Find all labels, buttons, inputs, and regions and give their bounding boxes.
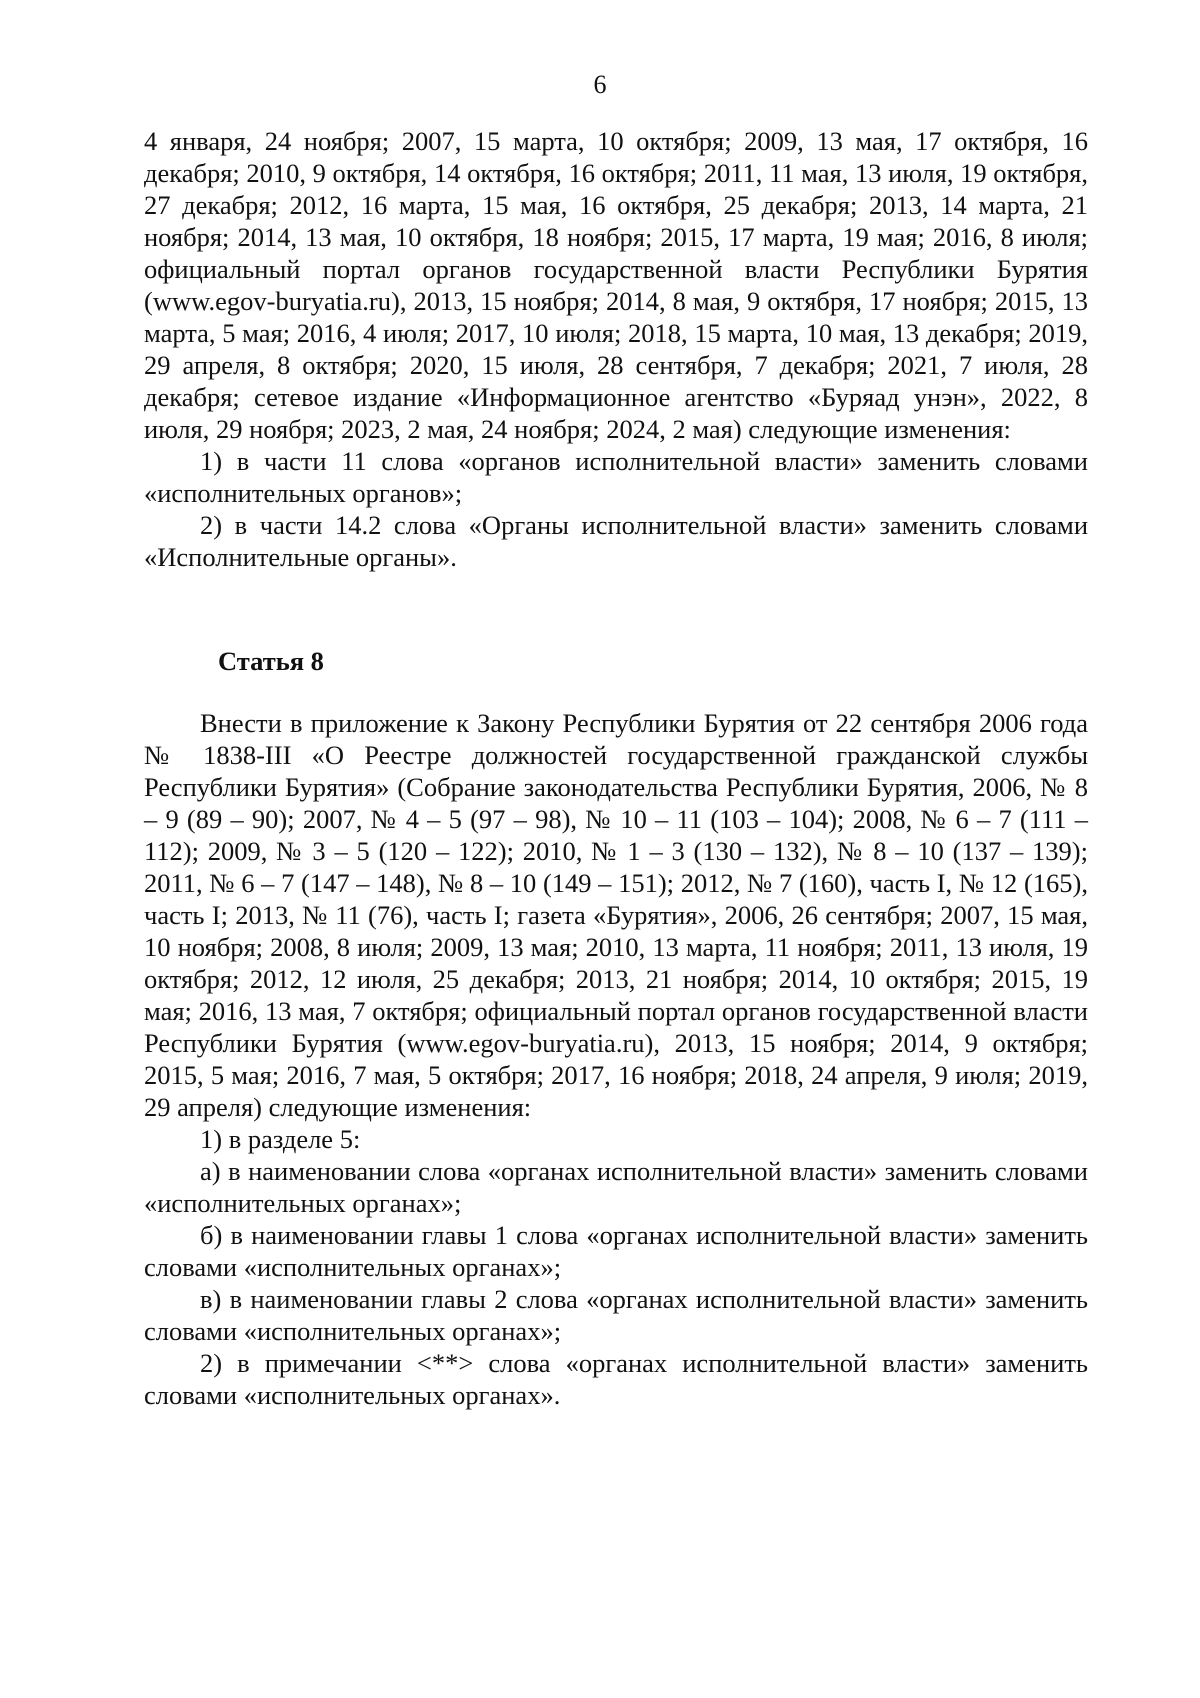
list-item: 1) в части 11 слова «органов исполнительной власти» заменить словами «исполнительных органов»; (144, 446, 1088, 508)
article-8-body (144, 707, 1088, 1411)
article-8-heading-block (144, 645, 1088, 677)
page-number: 6 (593, 70, 607, 99)
article-intro-paragraph: Внести в приложение к Закону Республики Бурятия от 22 сентября 2006 года № 1838-III «О Реестре должностей государственной гражданской службы Республики Бурятия» (Собрание законодательства Республики Бурятия, 2006, № 8 – 9 (89 – 90); 2007, № 4 – 5 (97 – 98), № 10 – 11 (103 – 104); 2008, № 6 – 7 (111 – 112); 2009, № 3 – 5 (120 – 122); 2010, № 1 – 3 (130 – 132), № 8 – 10 (137 – 139); 2011, № 6 – 7 (147 – 148), № 8 – 10 (149 – 151); 2012, № 7 (160), часть I, № 12 (165), часть I; 2013, № 11 (76), часть I; газета «Бурятия», 2006, 26 сентября; 2007, 15 мая, 10 ноября; 2008, 8 июля; 2009, 13 мая; 2010, 13 марта, 11 ноября; 2011, 13 июля, 19 октября; 2012, 12 июля, 25 декабря; 2013, 21 ноября; 2014, 10 октября; 2015, 19 мая; 2016, 13 мая, 7 октября; официальный портал органов государственной власти Республики Бурятия (www.egov-buryatia.ru), 2013, 15 ноября; 2014, 9 октября; 2015, 5 мая; 2016, 7 мая, 5 октября; 2017, 16 ноября; 2018, 24 апреля, 9 июля; 2019, 29 апреля) следующие изменения: (144, 708, 1088, 1122)
article-heading: Статья 8 (218, 646, 324, 676)
top-section (144, 125, 1088, 573)
list-item: а) в наименовании слова «органах исполнительной власти» заменить словами «исполнительных органах»; (144, 1156, 1088, 1218)
list-item: 1) в разделе 5: (200, 1124, 361, 1154)
list-item: 2) в части 14.2 слова «Органы исполнительной власти» заменить словами «Исполнительные органы». (144, 510, 1088, 572)
list-item: в) в наименовании главы 2 слова «органах исполнительной власти» заменить словами «исполнительных органах»; (144, 1284, 1088, 1346)
continuation-paragraph: 4 января, 24 ноября; 2007, 15 марта, 10 октября; 2009, 13 мая, 17 октября, 16 декабря; 2010, 9 октября, 14 октября, 16 октября; 2011, 11 мая, 13 июля, 19 октября, 27 декабря; 2012, 16 марта, 15 мая, 16 октября, 25 декабря; 2013, 14 марта, 21 ноября; 2014, 13 мая, 10 октября, 18 ноября; 2015, 17 марта, 19 мая; 2016, 8 июля; официальный портал органов государственной власти Республики Бурятия (www.egov-buryatia.ru), 2013, 15 ноября; 2014, 8 мая, 9 октября, 17 ноября; 2015, 13 марта, 5 мая; 2016, 4 июля; 2017, 10 июля; 2018, 15 марта, 10 мая, 13 декабря; 2019, 29 апреля, 8 октября; 2020, 15 июля, 28 сентября, 7 декабря; 2021, 7 июля, 28 декабря; сетевое издание «Информационное агентство «Буряад унэн», 2022, 8 июля, 29 ноября; 2023, 2 мая, 24 ноября; 2024, 2 мая) следующие изменения: (144, 126, 1088, 444)
list-item: б) в наименовании главы 1 слова «органах исполнительной власти» заменить словами «исполнительных органах»; (144, 1220, 1088, 1282)
list-item: 2) в примечании <**> слова «органах исполнительной власти» заменить словами «исполнительных органах». (144, 1348, 1088, 1410)
